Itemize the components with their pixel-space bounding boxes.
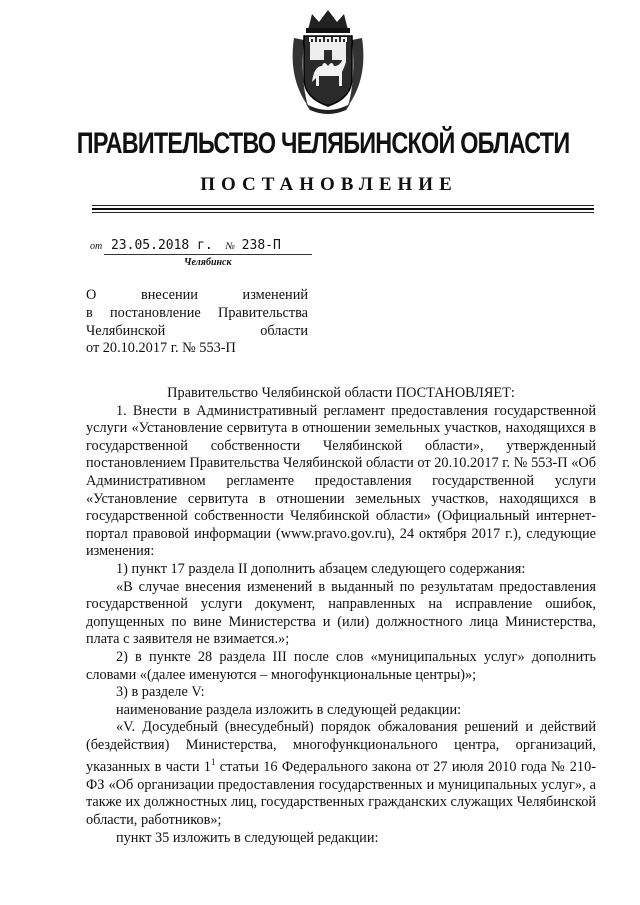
body-paragraph: 3) в разделе V: <box>116 684 205 701</box>
header-divider-thin <box>92 205 594 206</box>
body-paragraph: 2) в пункте 28 раздела III после слов «муниципальных услуг» дополнить словами «(далее именуются – многофункциональные центры)»; <box>86 648 596 683</box>
resolution-preamble: Правительство Челябинской области ПОСТАНОВЛЯЕТ: <box>167 385 515 401</box>
date-prefix: от <box>90 241 103 252</box>
subject-line: Челябинской области <box>86 322 308 339</box>
body-text: статьи 16 Федерального закона от 27 июля 2010 года № 210-ФЗ «Об организации предоставления государственных и муниципальных услуг», а также их должностных лиц, государственных гражданских служащих Челябинской области, работников»; <box>86 759 596 829</box>
city-name: Челябинск <box>184 257 232 268</box>
document-body <box>86 385 596 847</box>
body-paragraph: 1) пункт 17 раздела II дополнить абзацем следующего содержания: <box>116 560 526 577</box>
superscript: 1 <box>210 757 216 768</box>
body-text: «V. Досудебный (внесудебный) порядок обжалования решений и действий (бездействия) Министерства, многофункционального центра, организаций, указанных в части 1 <box>86 719 596 776</box>
document-subject <box>86 287 308 358</box>
subject-line: О внесении изменений <box>86 287 308 303</box>
body-paragraph: наименование раздела изложить в следующей редакции: <box>116 701 462 718</box>
government-title: ПРАВИТЕЛЬСТВО ЧЕЛЯБИНСКОЙ ОБЛАСТИ <box>76 127 570 160</box>
body-paragraph: «В случае внесения изменений в выданный по результатам предоставления государственной услуги документ, направленных на исправление ошибок, допущенных по вине Министерства и (или) должностного лица Министерства, плата с заявителя не взимается.»; <box>86 578 596 648</box>
body-paragraph <box>86 719 596 829</box>
body-paragraph: 1. Внести в Административный регламент предоставления государственной услуги «Установление сервитута в отношении земельных участков, находящихся в государственной собственности Челябинской области», утвержденный постановлением Правительства Челябинской области от 20.10.2017 г. № 553-П «Об Административном регламенте предоставления государственной услуги «Установление сервитута в отношении земельных участков, находящихся в государственной собственности Челябинской области» (Официальный интернет-портал правовой информации (www.pravo.gov.ru), 24 октября 2017 г.), следующие изменения: <box>86 402 596 560</box>
document-dateline <box>90 238 281 253</box>
subject-line: от 20.10.2017 г. № 553-П <box>86 340 236 357</box>
document-number: 238-П <box>241 238 281 253</box>
number-prefix: № <box>225 241 235 252</box>
header-divider-thick <box>92 208 594 210</box>
dateline-underline <box>104 254 312 255</box>
header-divider-thin-bottom <box>92 212 594 213</box>
body-paragraph: пункт 35 изложить в следующей редакции: <box>116 829 379 846</box>
document-type-title: ПОСТАНОВЛЕНИЕ <box>200 174 458 195</box>
chelyabinsk-coat-of-arms-icon <box>286 8 370 116</box>
document-date: 23.05.2018 г. <box>110 238 213 253</box>
subject-line: в постановление Правительства <box>86 304 308 321</box>
